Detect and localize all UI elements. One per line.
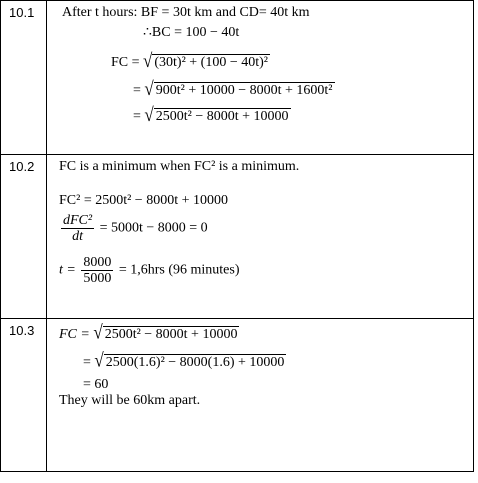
derivative-numerator: dFC²: [63, 213, 93, 228]
question-number: 10.3: [9, 323, 35, 338]
equals-prefix: =: [83, 355, 91, 370]
memo-row: [1, 155, 474, 319]
answer-cell: [47, 1, 474, 155]
radical-icon: √: [143, 49, 153, 72]
square-root: [144, 103, 290, 126]
t-line: [59, 255, 240, 286]
memo-row: [1, 319, 474, 472]
question-number-cell: [1, 155, 47, 319]
fc-line: [59, 321, 239, 344]
substitution-line: [83, 349, 286, 372]
fc-line: [111, 49, 270, 72]
fc-squared-line: FC² = 2500t² − 8000t + 10000: [59, 193, 228, 208]
radical-icon: √: [144, 77, 154, 100]
answer-cell: [47, 319, 474, 472]
question-number-cell: [1, 1, 47, 155]
derivative-fraction: [61, 213, 94, 244]
value-line: = 60: [83, 377, 109, 392]
t-numerator: 8000: [83, 255, 112, 270]
simplify-line: [133, 103, 291, 126]
square-root: [143, 49, 270, 72]
fc-prefix: FC =: [59, 327, 90, 342]
equals-prefix: =: [133, 83, 141, 98]
square-root: [94, 349, 286, 372]
radicand: 2500(1.6)² − 8000(1.6) + 10000: [105, 355, 285, 370]
question-number: 10.2: [9, 159, 35, 174]
memo-row: [1, 1, 474, 155]
conclusion-line: They will be 60km apart.: [59, 393, 201, 408]
t-prefix: t =: [59, 262, 76, 278]
derivative-denominator: dt: [72, 229, 83, 244]
radicand: 2500t² − 8000t + 10000: [155, 109, 289, 124]
square-root: [144, 77, 334, 100]
given-line: After t hours: BF = 30t km and CD= 40t km: [62, 5, 310, 20]
square-root: [93, 321, 239, 344]
expand-line: [133, 77, 335, 100]
statement-line: FC is a minimum when FC² is a minimum.: [59, 159, 300, 174]
radicand: 2500t² − 8000t + 10000: [104, 327, 238, 342]
radicand: (30t)² + (100 − 40t)²: [154, 55, 268, 70]
t-denominator: 5000: [83, 271, 112, 286]
radicand: 900t² + 10000 − 8000t + 1600t²: [155, 83, 333, 98]
question-number-cell: [1, 319, 47, 472]
question-number: 10.1: [9, 5, 35, 20]
derivative-line: [59, 213, 208, 244]
equals-prefix: =: [133, 109, 141, 124]
derivative-rhs: = 5000t − 8000 = 0: [99, 220, 208, 236]
t-fraction: [81, 255, 113, 286]
t-result: = 1,6hrs (96 minutes): [118, 262, 240, 278]
radical-icon: √: [93, 321, 103, 344]
answer-cell: [47, 155, 474, 319]
bc-line: ∴BC = 100 − 40t: [143, 25, 240, 40]
radical-icon: √: [144, 103, 154, 126]
fc-prefix: FC =: [111, 55, 140, 70]
radical-icon: √: [94, 349, 104, 372]
